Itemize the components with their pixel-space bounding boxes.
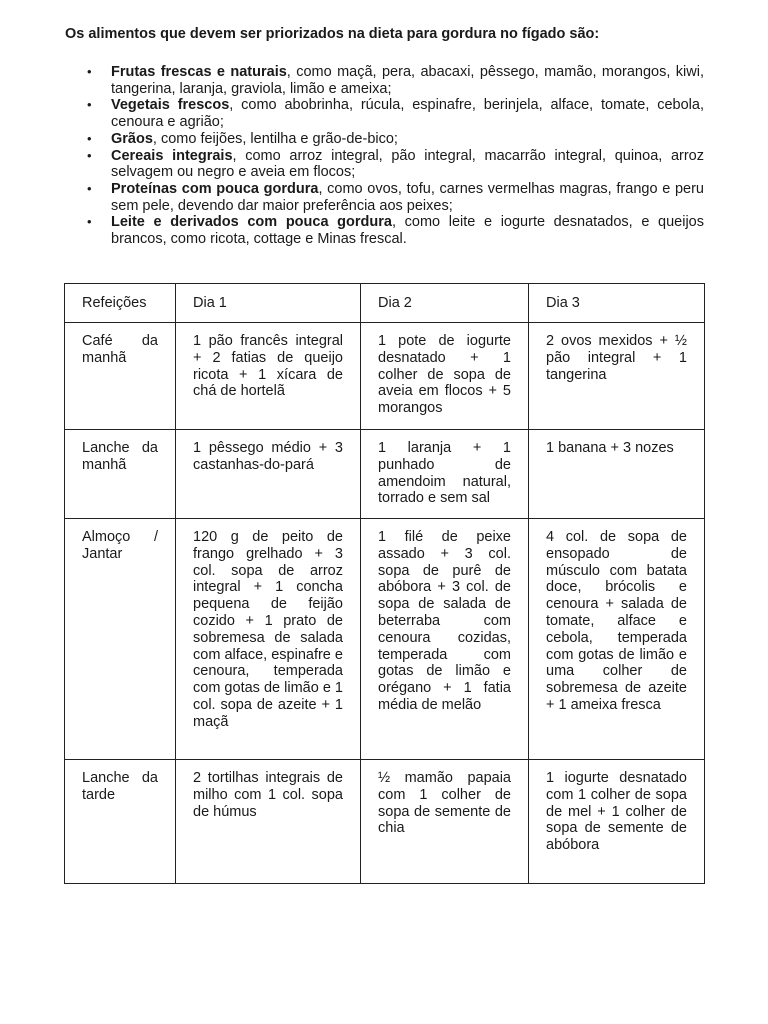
list-item-text: , como feijões, lentilha e grão-de-bico;: [152, 130, 398, 147]
list-item-title: Proteínas com pouca gordura: [111, 180, 319, 197]
meal-name-cell: Almoço / Jantar: [65, 519, 176, 760]
list-item-title: Vegetais frescos: [111, 97, 230, 114]
list-item-text: , como leite e iogurte desnatados, e queijos brancos, como ricota, cottage e Minas frescal.: [111, 214, 704, 248]
list-item: [65, 181, 704, 214]
bullet-icon: •: [87, 97, 92, 113]
header-cell-meals: Refeições: [65, 284, 176, 323]
list-item-text: , como ovos, tofu, carnes vermelhas magras, frango e peru sem pele, devendo dar maior preferência aos peixes;: [111, 180, 704, 214]
table-row: [65, 430, 705, 519]
list-item: [65, 97, 704, 130]
list-item-title: Leite e derivados com pouca gordura: [111, 214, 392, 231]
list-item: [65, 214, 704, 247]
table-header-row: [65, 284, 705, 323]
table-cell: 2 tortilhas integrais de milho com 1 col. sopa de húmus: [176, 760, 361, 884]
meal-plan-table: [64, 283, 705, 884]
table-cell: 1 pote de iogurte desnatado + 1 colher de sopa de aveia em flocos + 5 morangos: [361, 323, 529, 430]
meal-name-cell: Lanche da manhã: [65, 430, 176, 519]
bullet-icon: •: [87, 180, 92, 196]
header-cell-day-2: Dia 2: [361, 284, 529, 323]
list-item: [65, 148, 704, 181]
list-item-text: , como arroz integral, pão integral, macarrão integral, quinoa, arroz selvagem ou negro e aveia em flocos;: [111, 147, 705, 181]
bullet-icon: •: [87, 64, 92, 79]
table-cell: 1 filé de peixe assado + 3 col. sopa de purê de abóbora + 3 col. de sopa de salada de beterraba com cenoura cozidas, temperada com gotas de limão e orégano + 1 fatia média de melão: [361, 519, 529, 760]
meal-name-cell: Lanche da tarde: [65, 760, 176, 884]
meal-name-cell: Café da manhã: [65, 323, 176, 430]
table-cell: 1 laranja + 1 punhado de amendoim natural, torrado e sem sal: [361, 430, 529, 519]
list-item: [65, 64, 704, 97]
table-cell: 1 iogurte desnatado com 1 colher de sopa de mel + 1 colher de sopa de semente de abóbora: [529, 760, 705, 884]
list-item-title: Grãos: [111, 130, 153, 147]
table-row: [65, 323, 705, 430]
table-row: [65, 760, 705, 884]
table-row: [65, 519, 705, 760]
list-item-text: , como maçã, pera, abacaxi, pêssego, mamão, morangos, kiwi, tangerina, laranja, graviola, limão e ameixa;: [111, 64, 704, 97]
table-cell: 1 pão francês integral + 2 fatias de queijo ricota + 1 xícara de chá de hortelã: [176, 323, 361, 430]
table-cell: 2 ovos mexidos + ½ pão integral + 1 tangerina: [529, 323, 705, 430]
list-item-title: Frutas frescas e naturais: [111, 64, 287, 80]
bullet-icon: •: [87, 214, 92, 230]
list-item-text: , como abobrinha, rúcula, espinafre, berinjela, alface, tomate, cebola, cenoura e agrião;: [111, 97, 704, 131]
header-cell-day-3: Dia 3: [529, 284, 705, 323]
list-item-title: Cereais integrais: [111, 147, 233, 164]
document-heading: Os alimentos que devem ser priorizados na dieta para gordura no fígado são:: [65, 26, 600, 42]
table-cell: 1 banana + 3 nozes: [529, 430, 705, 519]
header-cell-day-1: Dia 1: [176, 284, 361, 323]
bullet-icon: •: [87, 147, 92, 163]
table-cell: ½ mamão papaia com 1 colher de sopa de semente de chia: [361, 760, 529, 884]
table-cell: 4 col. de sopa de ensopado de músculo com batata doce, brócolis e cenoura + salada de tomate, alface e cebola, temperada com gotas de limão e uma colher de sobremesa de azeite + 1 ameixa fresca: [529, 519, 705, 760]
table-cell: 120 g de peito de frango grelhado + 3 col. sopa de arroz integral + 1 concha pequena de feijão cozido + 1 prato de sobremesa de salada com alface, espinafre e cenoura, temperada com gotas de limão e 1 col. sopa de azeite + 1 maçã: [176, 519, 361, 760]
list-item: [65, 131, 704, 148]
table-cell: 1 pêssego médio + 3 castanhas-do-pará: [176, 430, 361, 519]
bullet-icon: •: [87, 130, 92, 146]
food-list: [65, 64, 704, 248]
